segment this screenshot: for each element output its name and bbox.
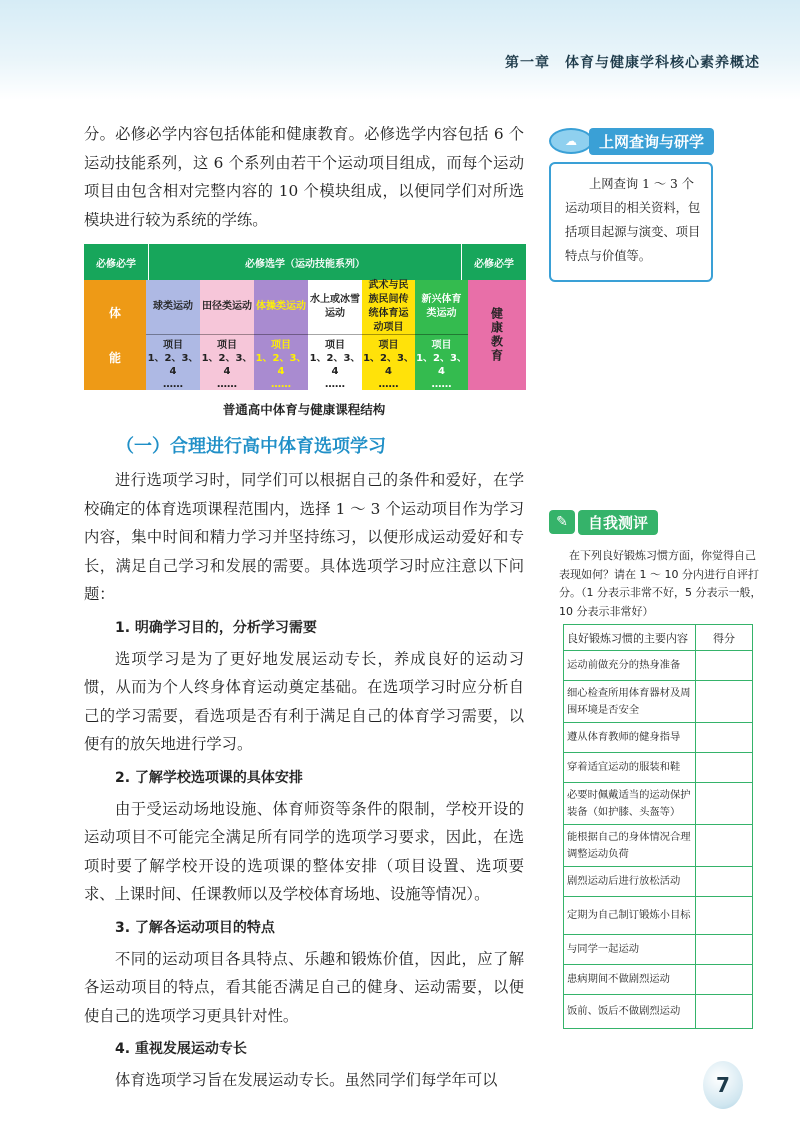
score-cell[interactable] <box>696 965 753 995</box>
self-test-sidebar <box>549 507 762 621</box>
pencil-icon: ✎ <box>549 510 575 534</box>
col-list: 1、2、3、4 <box>416 353 467 377</box>
point-text: 由于受运动场地设施、体育师资等条件的限制，学校开设的运动项目不可能完全满足所有同学的选项学习要求，因此，在选项时要了解学校开设的选项课的整体安排（项目设置、选项要求、上课时间、任课教师以及学校体育场地、设施等情况）。 <box>84 799 524 903</box>
self-evaluation-table <box>563 624 753 1029</box>
column-header-score: 得分 <box>696 625 753 651</box>
col-more: …… <box>271 379 291 390</box>
col-list: 1、2、3、4 <box>309 353 361 377</box>
col-items: 项目 <box>325 340 345 351</box>
left-body <box>84 280 146 390</box>
habit-item: 与同学一起运动 <box>564 935 696 965</box>
point-heading: 2. 了解学校选项课的具体安排 <box>115 769 303 786</box>
left-body-char-2: 能 <box>108 351 121 365</box>
habit-item: 饭前、饭后不做剧烈运动 <box>564 995 696 1029</box>
col-more: …… <box>217 379 237 390</box>
col-list: 1、2、3、4 <box>201 353 253 377</box>
col-more: …… <box>378 379 399 390</box>
diagram-caption: 普通高中体育与健康课程结构 <box>222 402 386 417</box>
left-body-char-1: 体 <box>108 306 121 320</box>
habit-item: 遵从体育教师的健身指导 <box>564 723 696 753</box>
score-cell[interactable] <box>696 681 753 723</box>
habit-item: 能根据自己的身体情况合理调整运动负荷 <box>564 825 696 867</box>
table-row <box>564 935 753 965</box>
col-more: …… <box>325 379 345 390</box>
score-cell[interactable] <box>696 753 753 783</box>
column-header-item: 良好锻炼习惯的主要内容 <box>564 625 696 651</box>
course-col <box>362 280 415 390</box>
header-band <box>0 0 800 100</box>
point-text: 选项学习是为了更好地发展运动专长，养成良好的运动习惯，从而为个人终身体育运动奠定基础。在选项学习时应分析自己的学习需要，看选项是否有利于满足自己的体育学习需要，以便有的放矢地进行学习。 <box>84 649 524 753</box>
col-list: 1、2、3、4 <box>147 353 199 377</box>
table-row <box>564 753 753 783</box>
col-items: 项目 <box>378 340 399 351</box>
table-row <box>564 965 753 995</box>
habit-item: 剧烈运动后进行放松活动 <box>564 867 696 897</box>
habit-item: 患病期间不做剧烈运动 <box>564 965 696 995</box>
self-test-title: 自我测评 <box>578 510 658 535</box>
main-content <box>84 120 524 1095</box>
col-items: 项目 <box>217 340 237 351</box>
point-heading: 4. 重视发展运动专长 <box>115 1041 247 1057</box>
table-row <box>564 651 753 681</box>
cloud-icon: ☁ <box>549 128 593 154</box>
col-name: 水上或冰雪运动 <box>310 294 360 319</box>
col-name: 新兴体育类运动 <box>421 294 462 319</box>
course-col <box>146 280 200 390</box>
col-list: 1、2、3、4 <box>363 353 414 377</box>
col-name: 武术与民族民间传统体育运动项目 <box>368 280 409 333</box>
habit-item: 穿着适宜运动的服装和鞋 <box>564 753 696 783</box>
section-number: （一） <box>116 436 170 457</box>
table-row <box>564 723 753 753</box>
col-name: 田径类运动 <box>202 301 252 312</box>
score-cell[interactable] <box>696 783 753 825</box>
col-items: 项目 <box>271 340 291 351</box>
table-row <box>564 681 753 723</box>
page-number: 7 <box>703 1061 743 1109</box>
col-items: 项目 <box>431 340 452 351</box>
col-name: 球类运动 <box>153 301 193 312</box>
point-heading: 1. 明确学习目的，分析学习需要 <box>115 619 317 636</box>
section-paragraph: 进行选项学习时，同学们可以根据自己的条件和爱好，在学校确定的体育选项课程范围内，选择 1 ～ 3 个运动项目作为学习内容，集中时间和精力学习并坚持练习，以便形成运动爱好和专长，满足自己学习和发展的需要。具体选项学习时应注意以下问题： <box>84 471 524 603</box>
point-heading: 3. 了解各运动项目的特点 <box>115 919 275 936</box>
table-row <box>564 897 753 935</box>
habit-item: 必要时佩戴适当的运动保护装备（如护膝、头盔等） <box>564 783 696 825</box>
score-cell[interactable] <box>696 651 753 681</box>
col-name: 体操类运动 <box>256 301 306 312</box>
table-row <box>564 825 753 867</box>
self-test-description: 在下列良好锻炼习惯方面，你觉得自己表现如何？请在 1 ～ 10 分内进行自评打分。（1 分表示非常不好，5 分表示一般，10 分表示非常好） <box>559 549 762 618</box>
habit-item: 运动前做充分的热身准备 <box>564 651 696 681</box>
score-cell[interactable] <box>696 825 753 867</box>
score-cell[interactable] <box>696 723 753 753</box>
habit-item: 细心检查所用体育器材及周围环境是否安全 <box>564 681 696 723</box>
course-structure-diagram <box>84 244 526 390</box>
research-sidebar <box>549 124 724 282</box>
intro-paragraph: 分。必修必学内容包括体能和健康教育。必修选学内容包括 6 个运动技能系列，这 6 个系列由若干个运动项目组成，而每个运动项目由包含相对完整内容的 10 个模块组成，以便同学们对所选模块进行较为系统的学练。 <box>84 125 524 229</box>
course-col <box>200 280 254 390</box>
score-cell[interactable] <box>696 867 753 897</box>
table-row <box>564 783 753 825</box>
course-col <box>308 280 362 390</box>
score-cell[interactable] <box>696 995 753 1029</box>
table-row <box>564 867 753 897</box>
section-title-text: 合理进行高中体育选项学习 <box>170 436 386 457</box>
left-header: 必修必学 <box>84 244 148 280</box>
section-title <box>116 432 524 458</box>
chapter-title: 第一章 体育与健康学科核心素养概述 <box>505 55 760 71</box>
col-more: …… <box>431 379 452 390</box>
col-list: 1、2、3、4 <box>255 353 307 377</box>
col-items: 项目 <box>163 340 183 351</box>
course-col <box>415 280 468 390</box>
point-text: 不同的运动项目各具特点、乐趣和锻炼价值，因此，应了解各运动项目的特点，看其能否满足自己的健身、运动需要，以便使自己的选项学习更具针对性。 <box>84 949 524 1025</box>
right-header: 必修必学 <box>462 244 526 280</box>
right-body: 健康教育 <box>468 280 526 390</box>
table-header-row <box>564 625 753 651</box>
habit-item: 定期为自己制订锻炼小目标 <box>564 897 696 935</box>
point-text: 体育选项学习旨在发展运动专长。虽然同学们每学年可以 <box>115 1071 498 1089</box>
middle-header: 必修选学（运动技能系列） <box>149 244 461 280</box>
col-more: …… <box>163 379 183 390</box>
course-col <box>254 280 308 390</box>
research-title: 上网查询与研学 <box>589 128 714 155</box>
score-cell[interactable] <box>696 935 753 965</box>
score-cell[interactable] <box>696 897 753 935</box>
research-text: 上网查询 1 ～ 3 个运动项目的相关资料，包括项目起源与演变、项目特点与价值等。 <box>549 162 713 282</box>
table-row <box>564 995 753 1029</box>
